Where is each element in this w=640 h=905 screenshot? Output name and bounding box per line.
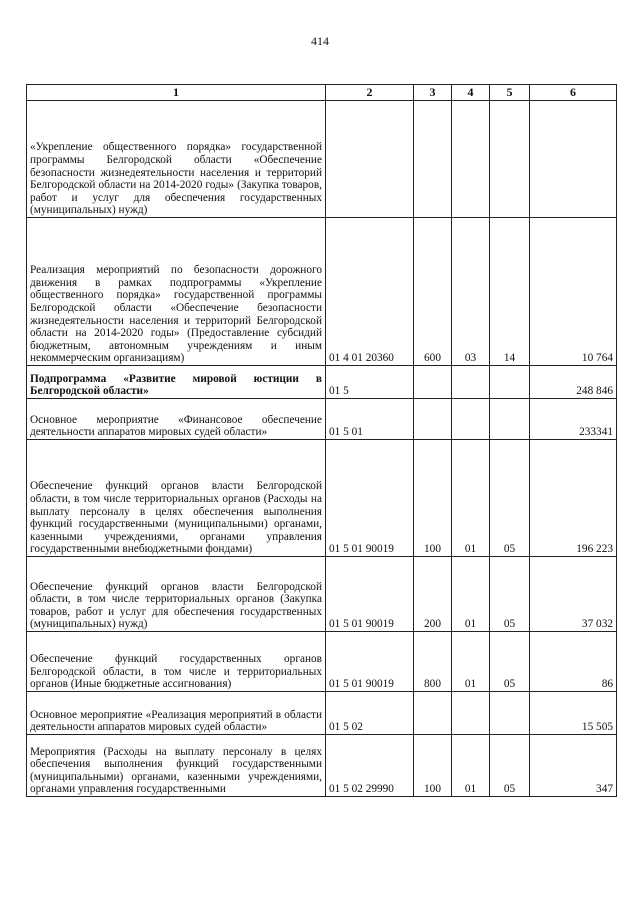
table-row <box>27 218 617 366</box>
row-section: 03 <box>452 218 490 366</box>
row-expense-type: 600 <box>414 218 452 366</box>
row-subsection <box>490 399 530 440</box>
row-target-code: 01 5 01 90019 <box>326 557 414 632</box>
row-expense-type: 200 <box>414 557 452 632</box>
column-header-4: 4 <box>452 85 490 101</box>
row-amount: 347 <box>530 735 617 797</box>
row-amount: 196 223 <box>530 440 617 557</box>
row-amount: 10 764 <box>530 218 617 366</box>
row-amount: 233341 <box>530 399 617 440</box>
table-row <box>27 557 617 632</box>
row-expense-type: 100 <box>414 440 452 557</box>
row-target-code: 01 5 02 29990 <box>326 735 414 797</box>
row-subsection: 05 <box>490 735 530 797</box>
row-target-code: 01 4 01 20360 <box>326 218 414 366</box>
page-number: 414 <box>311 34 329 48</box>
row-section: 01 <box>452 632 490 692</box>
row-amount: 37 032 <box>530 557 617 632</box>
row-description: Реализация мероприятий по безопасности дорожного движения в рамках подпрограммы «Укрепление общественного порядка» государственной программы Белгородской области «Обеспечение безопасности жизнедеятельности населения и территорий Белгородской области на 2014-2020 годы» (Предоставление субсидий бюджетным, автономным учреждениям и иным некоммерческим организациям) <box>27 218 326 366</box>
row-section <box>452 101 490 218</box>
table-row <box>27 735 617 797</box>
column-header-3: 3 <box>414 85 452 101</box>
row-subsection: 14 <box>490 218 530 366</box>
row-subsection <box>490 366 530 399</box>
row-amount: 248 846 <box>530 366 617 399</box>
row-description: Мероприятия (Расходы на выплату персоналу в целях обеспечения выполнения функций государственными (муниципальными) органами, казенными учреждениями, органами управления государственными <box>27 735 326 797</box>
row-subsection <box>490 101 530 218</box>
row-section: 01 <box>452 735 490 797</box>
row-subsection: 05 <box>490 440 530 557</box>
row-section <box>452 399 490 440</box>
table-row <box>27 632 617 692</box>
row-description: Обеспечение функций государственных органов Белгородской области, в том числе и территориальных органов (Иные бюджетные ассигнования) <box>27 632 326 692</box>
row-expense-type <box>414 399 452 440</box>
row-amount: 86 <box>530 632 617 692</box>
table-row <box>27 399 617 440</box>
row-section <box>452 692 490 735</box>
budget-table <box>26 84 617 797</box>
row-target-code: 01 5 01 90019 <box>326 440 414 557</box>
row-description: Основное мероприятие «Финансовое обеспечение деятельности аппаратов мировых судей области» <box>27 399 326 440</box>
row-section <box>452 366 490 399</box>
table-row <box>27 440 617 557</box>
row-target-code <box>326 101 414 218</box>
table-header-row <box>27 85 617 101</box>
row-target-code: 01 5 01 90019 <box>326 632 414 692</box>
row-description: Обеспечение функций органов власти Белгородской области, в том числе территориальных органов (Расходы на выплату персоналу в целях обеспечения выполнения функций государственными (муниципальными) органами, казенными учреждениями, органами управления государственными внебюджетными фондами) <box>27 440 326 557</box>
row-section: 01 <box>452 440 490 557</box>
row-subsection <box>490 692 530 735</box>
table-row <box>27 692 617 735</box>
row-target-code: 01 5 01 <box>326 399 414 440</box>
row-expense-type: 100 <box>414 735 452 797</box>
row-description: Подпрограмма «Развитие мировой юстиции в Белгородской области» <box>27 366 326 399</box>
row-expense-type <box>414 692 452 735</box>
row-expense-type <box>414 101 452 218</box>
column-header-5: 5 <box>490 85 530 101</box>
row-subsection: 05 <box>490 557 530 632</box>
row-description: Обеспечение функций органов власти Белгородской области, в том числе территориальных органов (Закупка товаров, работ и услуг для обеспечения государственных (муниципальных) нужд) <box>27 557 326 632</box>
table-row <box>27 101 617 218</box>
table-row-subprogram <box>27 366 617 399</box>
row-amount: 15 505 <box>530 692 617 735</box>
column-header-2: 2 <box>326 85 414 101</box>
row-expense-type <box>414 366 452 399</box>
row-amount <box>530 101 617 218</box>
row-expense-type: 800 <box>414 632 452 692</box>
row-description: «Укрепление общественного порядка» государственной программы Белгородской области «Обеспечение безопасности жизнедеятельности населения и территорий Белгородской области на 2014-2020 годы» (Закупка товаров, работ и услуг для обеспечения государственных (муниципальных) нужд) <box>27 101 326 218</box>
row-section: 01 <box>452 557 490 632</box>
column-header-1: 1 <box>27 85 326 101</box>
row-target-code: 01 5 02 <box>326 692 414 735</box>
row-subsection: 05 <box>490 632 530 692</box>
column-header-6: 6 <box>530 85 617 101</box>
row-description: Основное мероприятие «Реализация мероприятий в области деятельности аппаратов мировых судей области» <box>27 692 326 735</box>
row-target-code: 01 5 <box>326 366 414 399</box>
